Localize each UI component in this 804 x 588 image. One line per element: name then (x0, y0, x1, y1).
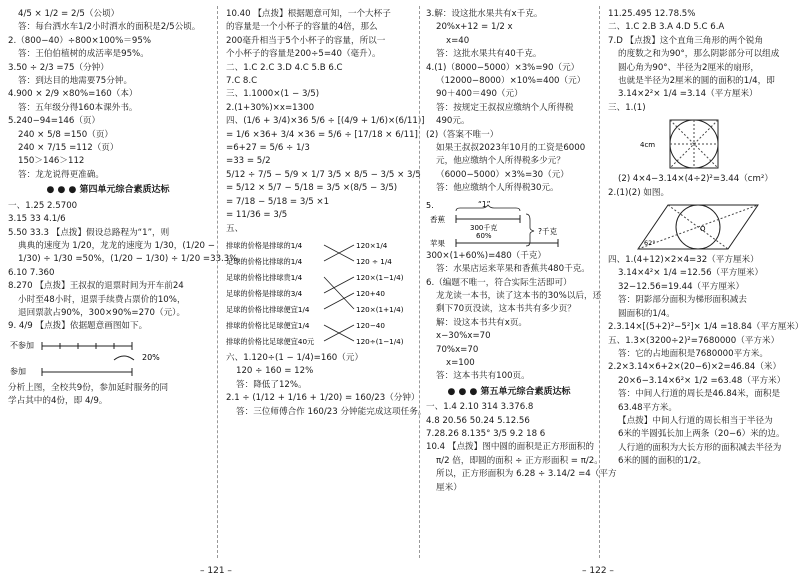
bracket-label: “1” (478, 199, 491, 209)
match-left: 足球的价格比排球的1/4 (226, 256, 303, 266)
text-line: 所以，正方形面积为 6.28 ÷ 3.14/2 =4（平方 (436, 469, 617, 480)
answer-line: 答：到达目的地需要75分钟。 (18, 76, 133, 87)
text-line: 学占其中的4份，即 4/9。 (8, 396, 108, 407)
text-line: 【点拨】中间人行道的周长相当于半径为 (618, 415, 773, 426)
percent-label: 60% (476, 231, 492, 240)
text-line: 六、1.120÷(1 − 1/4)=160（元） (226, 352, 364, 363)
text-line: 7.28.26 8.135° 3/5 9.2 18 6 (426, 428, 546, 439)
square-circle-svg (608, 117, 794, 171)
text-line: 2.2×3.14×6+2×(20−6)×2=46.84（米） (608, 362, 782, 373)
text-line: 也就是半径为2厘米的圆的面积的1/4，即 (618, 76, 775, 87)
segment-diagram (8, 336, 208, 380)
text-line: 4.(1)（8000−5000）×3%=90（元） (426, 62, 580, 73)
unknown-label: ?千克 (538, 226, 557, 236)
page-number-right: – 122 – (582, 566, 614, 576)
text-line: = 11/36 = 3/5 (226, 210, 288, 221)
text-line: 剩下70页没读，这本书共有多少页？ (436, 304, 576, 315)
text-line: 的容量是一个小杯子的容量的4倍，那么 (226, 22, 378, 33)
text-line: 四、(1/6 + 3/4)×36 5/6 ÷ [(4/9 + 1/6)×(6/11)] (226, 116, 425, 127)
answer-line: 答：五年级分得160本课外书。 (18, 102, 138, 113)
text-line: 圆心角为90°、半径为2厘米的扇形， (618, 62, 760, 73)
answer-line: 答：王伯伯植树的成活率是95%。 (18, 49, 149, 60)
text-line: 典典的速度为 1/20，龙龙的速度为 1/30，(1/20 − (18, 240, 215, 251)
match-right: 120÷(1−1/4) (356, 336, 404, 346)
page-number-left: – 121 – (200, 566, 232, 576)
text-line: =6+27 = 5/6 ÷ 1/3 (226, 143, 310, 154)
text-line: 4.900 × 2/9 ×80%=160（本） (8, 89, 138, 100)
text-line: =33 = 5/2 (226, 156, 271, 167)
text-line: 元，他应缴纳个人所得税多少元？ (436, 156, 565, 167)
section-heading: ● ● ● 第四单元综合素质达标 (46, 185, 170, 196)
text-line: 一、1.4 2.10 314 3.376.8 (426, 402, 534, 413)
square-circle-figure (608, 117, 794, 171)
column-3 (426, 8, 617, 495)
text-line: 6米的半圆弧长加上两条（20−6）米的边。 (618, 429, 785, 440)
fruit-diagram (426, 198, 592, 248)
text-line: 5.240−94=146（页） (8, 116, 101, 127)
label-percent: 20% (142, 352, 160, 362)
answer-line: 答：阴影部分面积为梯形面积减去 (618, 295, 747, 306)
text-line: 二、1.C 2.C 3.D 4.C 5.B 6.C (226, 62, 343, 73)
text-line: 3.15 33 4.1/6 (8, 214, 66, 225)
column-divider (599, 6, 600, 558)
text-line: 龙龙读一本书，读了这本书的30%以后，还 (436, 290, 602, 301)
text-line: 一、1.25 2.5700 (8, 200, 78, 211)
text-line: 90＋400＝490（元） (436, 89, 523, 100)
text-line: 退回票款占90%，300×90%=270（元）。 (18, 307, 186, 318)
text-line: 1/30) ÷ 1/30 =50%，(1/20 − 1/30) ÷ 1/20 =33.3%。 (18, 254, 246, 265)
text-line: 厘米） (436, 482, 462, 493)
answer-line: 答：中间人行道的周长是46.84米，面积是 (618, 389, 781, 400)
match-left: 排球的价格是排球的1/4 (226, 240, 303, 250)
match-right: 120 ÷ 1/4 (356, 256, 392, 266)
text-line: = 1/6 ×36+ 3/4 ×36 = 5/6 ÷ [17/18 × 6/11] (226, 129, 418, 140)
text-line: (2)（答案不唯一） (426, 129, 499, 140)
answer-line: 答：降低了12%。 (236, 379, 307, 390)
match-right: 120+40 (356, 288, 385, 298)
text-line: 120 ÷ 160 = 12% (236, 366, 314, 377)
rhombus-circle-svg (608, 202, 794, 252)
label-join: 参加 (10, 366, 26, 376)
text-line: 150＞146＞112 (18, 156, 85, 167)
column-4 (608, 8, 804, 469)
text-line: x−30%x=70 (436, 331, 491, 342)
text-line: 3.14×2²× 1/4 =3.14（平方厘米） (618, 89, 758, 100)
text-line: 20%x+12 = 1/2 x (436, 22, 513, 33)
angle-label: 62° (644, 239, 656, 248)
text-line: 240 × 7/15 =112（页） (18, 143, 119, 154)
text-line: 8.270 【点拨】王叔叔的退票时间为开车前24 (8, 281, 184, 292)
match-left: 足球的价格是排球的3/4 (226, 288, 303, 298)
text-line: 20×6−3.14×6²× 1/2 =63.48（平方米） (618, 375, 786, 386)
section-number: 5. (426, 200, 434, 210)
bar-diagram-9 (8, 336, 208, 380)
text-line: (2) 4×4−3.14×(4÷2)²=3.44（cm²） (618, 174, 773, 185)
text-line: 小时至48小时，退票手续费占票价的10%， (18, 294, 186, 305)
column-divider (217, 6, 218, 558)
text-line: x=40 (446, 35, 470, 46)
fruit-segment-diagram (426, 198, 592, 248)
text-line: 圆面积的1/4。 (618, 308, 675, 319)
text-line: 三、1.(1) (608, 102, 646, 113)
column-2 (226, 8, 427, 419)
text-line: 3.解：设这批水果共有x千克。 (426, 9, 543, 19)
text-line: 4/5 × 1/2 = 2/5（公顷） (18, 9, 120, 19)
text-line: （12000−8000）×10%=400（元） (436, 76, 586, 87)
match-right: 120−40 (356, 320, 385, 330)
text-line: 3.50 ÷ 2/3 =75（分钟） (8, 62, 109, 73)
text-line: 五、1.3×(3200÷2)²=7680000（平方米） (608, 335, 780, 346)
match-right: 120×(1−1/4) (356, 272, 404, 282)
text-line: 三、1.1000×(1 − 3/5) (226, 89, 320, 100)
column-divider (419, 6, 420, 558)
text-line: x=100 (446, 357, 475, 368)
text-line: 6米的圆的面积的1/2。 (618, 456, 707, 467)
match-right: 120×1/4 (356, 240, 388, 250)
answer-line: 答：三位师傅合作 160/23 分钟能完成这项任务。 (236, 406, 427, 417)
text-line: 32−12.56=19.44（平方厘米） (618, 281, 745, 292)
answer-line: 答：这批水果共有40千克。 (436, 49, 542, 60)
answer-line: 答：这本书共有100页。 (436, 371, 530, 382)
text-line: 7.C 8.C (226, 76, 258, 87)
text-line: 分析上图，全校共9份，参加延时服务的同 (8, 382, 169, 393)
text-line: 70%x=70 (436, 344, 479, 355)
text-line: 2.(1)(2) 如图。 (608, 187, 670, 198)
text-line: 6.（编题不唯一，符合实际生活即可） (426, 277, 572, 288)
text-line: 10.40 【点拨】根据题意可知，一个大杯子 (226, 9, 391, 19)
text-line: 二、1.C 2.B 3.A 4.D 5.C 6.A (608, 22, 725, 33)
text-line: π/2 倍，即圆的面积 ÷ 正方形面积 = π/2。 (436, 455, 603, 466)
text-line: 4.8 20.56 50.24 5.12.56 (426, 415, 530, 426)
text-line: 10.4 【点拨】图中圆的面积是正方形面积的 (426, 442, 594, 453)
match-left: 足球的价格比排球便宜1/4 (226, 304, 310, 314)
label-not-join: 不参加 (10, 340, 34, 350)
text-line: 7.D 【点拨】这个直角三角形的两个锐角 (608, 35, 764, 46)
section-heading: ● ● ● 第五单元综合素质达标 (447, 386, 571, 397)
text-line: 490元。 (436, 116, 470, 127)
answer-line: 答：它的占地面积是7680000平方米。 (618, 348, 768, 359)
text-line: = 5/12 × 5/7 − 5/18 = 3/5 ×(8/5 − 3/5) (226, 183, 398, 194)
match-left: 排球的价格比足球便宜40元 (226, 336, 315, 346)
text-line: 五、 (226, 223, 244, 234)
text-line: 5.50 33.3 【点拨】假设总路程为“1”，则 (8, 227, 170, 238)
text-line: 300×(1+60%)=480（千克） (426, 250, 547, 261)
rhombus-circle-figure (608, 202, 794, 252)
text-line: 5/12 ÷ 7/5 − 5/9 × 1/7 3/5 × 8/5 − 3/5 × 3/5 (226, 169, 421, 180)
match-left: 足球的价格比排球贵1/4 (226, 272, 303, 282)
text-line: 63.48平方米。 (618, 402, 677, 413)
banana-label: 香蕉 (430, 214, 445, 224)
dimension-label: 4cm (640, 141, 656, 150)
matching-diagram (226, 238, 416, 350)
answer-line: 答：他应缴纳个人所得税30元。 (436, 183, 559, 194)
text-line: 2.（800−40）÷800×100%＝95% (8, 35, 151, 46)
match-right: 120×(1+1/4) (356, 304, 404, 314)
text-line: 2.3.14×[(5+2)²−5²]× 1/4 =18.84（平方厘米） (608, 322, 804, 333)
text-line: 9. 4/9 【点拨】依据题意画图如下。 (8, 321, 148, 332)
answer-line: 答：龙龙说得更准确。 (18, 169, 104, 180)
match-left: 排球的价格比足球便宜1/4 (226, 320, 310, 330)
text-line: 解：设这本书共有x页。 (436, 317, 528, 328)
text-line: 个小杯子的容量是200÷5=40（毫升）。 (226, 49, 381, 60)
answer-line: 答：水果店运来苹果和香蕉共480千克。 (436, 264, 590, 275)
text-line: 6.10 7.360 (8, 267, 55, 278)
text-line: 3.14×4²× 1/4 =12.56（平方厘米） (618, 268, 764, 279)
text-line: 200毫升相当于5个小杯子的容量，所以一 (226, 35, 386, 46)
text-line: 人行道的面积为大长方形的面积减去半径为 (618, 442, 782, 453)
text-line: 四、1.(4+12)×2×4=32（平方厘米） (608, 255, 759, 266)
center-label: O (700, 225, 706, 234)
text-line: 2.(1+30%)×x=1300 (226, 102, 315, 113)
text-line: （6000−5000）×3%=30（元） (436, 169, 569, 180)
text-line: 240 × 5/8 =150（页） (18, 129, 114, 140)
apple-label: 苹果 (430, 238, 445, 248)
text-line: 11.25.495 12.78.5% (608, 9, 696, 19)
text-line: 如果王叔叔2023年10月的工资是6000 (436, 143, 586, 154)
text-line: 2.1 ÷ (1/12 + 1/16 + 1/20) = 160/23（分钟） (226, 393, 420, 404)
text-line: 的度数之和为90°，那么阴影部分可以组成 (618, 49, 780, 60)
matching-lines (226, 238, 416, 350)
answer-line: 答：每台洒水车1/2小时洒水的面积是2/5公顷。 (18, 22, 201, 33)
text-line: = 7/18 − 5/18 = 3/5 ×1 (226, 196, 330, 207)
answer-line: 答：按规定王叔叔应缴纳个人所得税 (436, 102, 574, 113)
weight-label: 300千克 (470, 223, 498, 232)
